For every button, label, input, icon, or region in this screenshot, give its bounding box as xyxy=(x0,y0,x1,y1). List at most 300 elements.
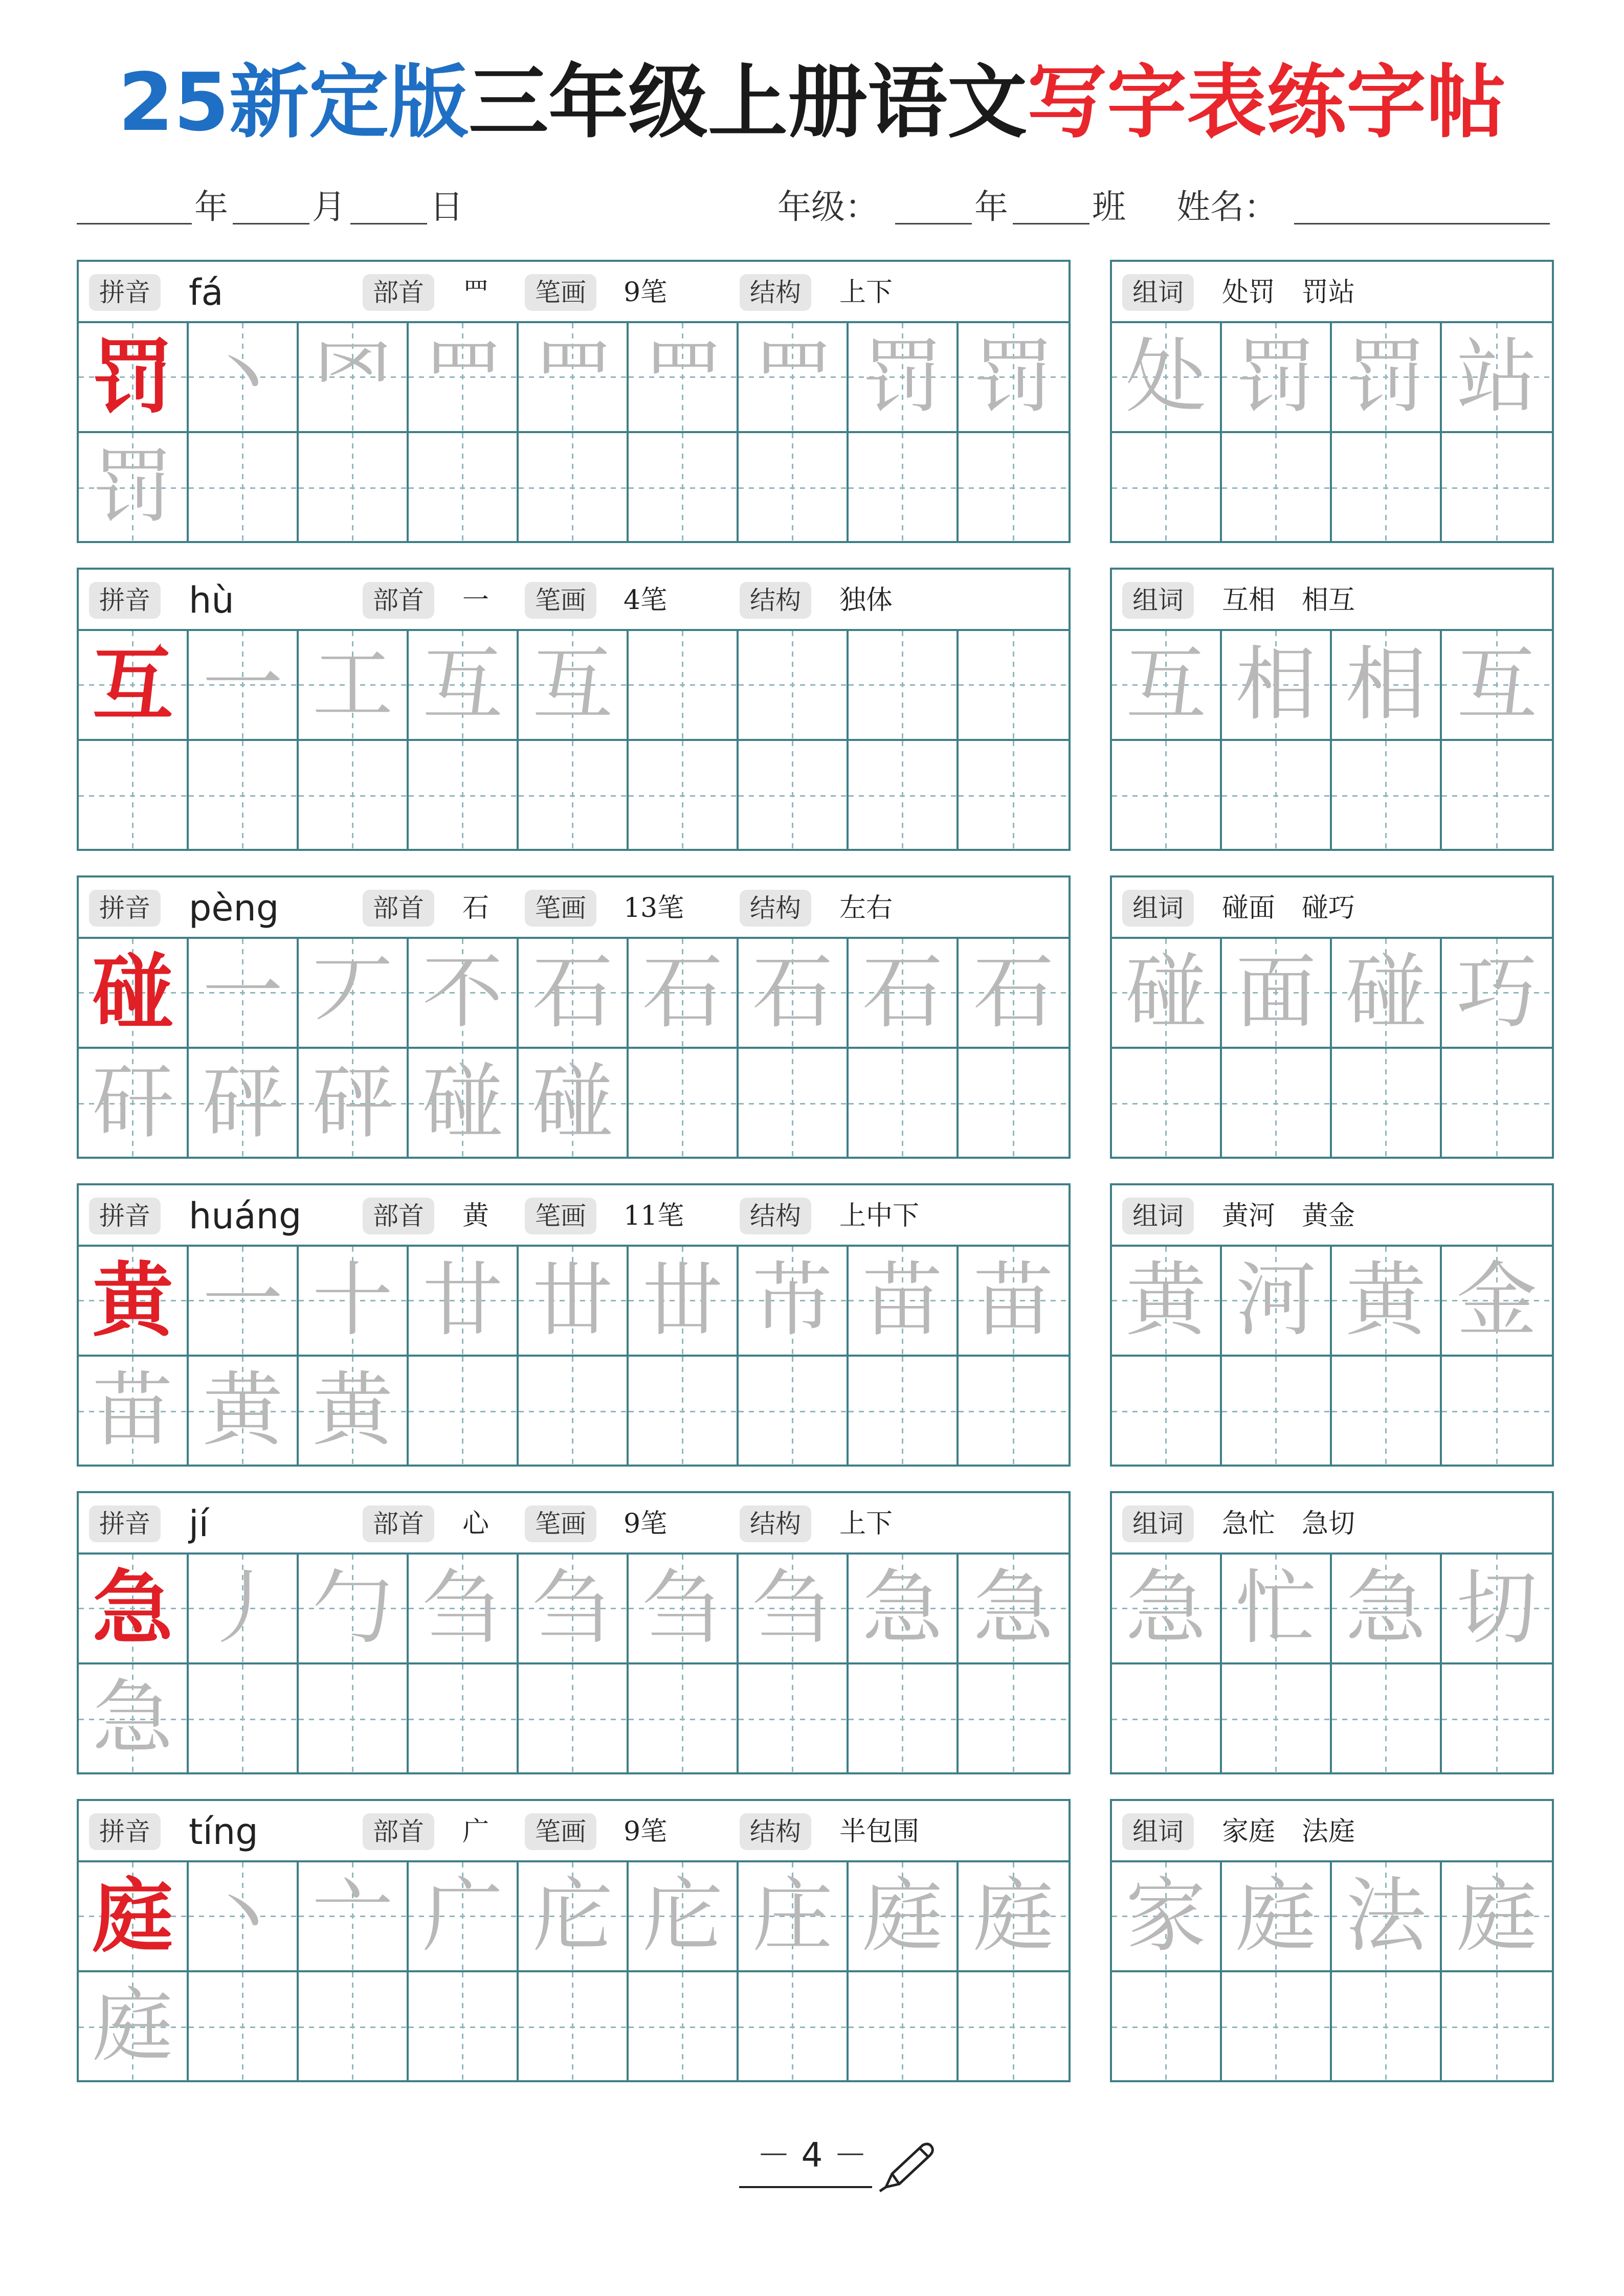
stroke-step: 刍 xyxy=(532,1561,613,1655)
grid-cell[interactable] xyxy=(849,939,959,1049)
grid-cell[interactable] xyxy=(629,1862,739,1972)
trace-character: 矸 xyxy=(92,1055,173,1150)
grid-cell[interactable] xyxy=(519,433,629,543)
grid-cell[interactable] xyxy=(299,939,409,1049)
stroke-step: 苗 xyxy=(973,1253,1054,1347)
pinyin-value: huáng xyxy=(189,1195,302,1237)
char-practice-card xyxy=(77,568,1071,851)
stroke-step: 急 xyxy=(973,1561,1054,1655)
stroke-step: 一 xyxy=(202,946,283,1040)
grid-cell[interactable] xyxy=(629,1247,739,1357)
pinyin-tag: 拼音 xyxy=(89,890,161,927)
grid-cell[interactable] xyxy=(959,1357,1069,1467)
grid-cell[interactable] xyxy=(959,939,1069,1049)
strokes-tag: 笔画 xyxy=(525,1505,596,1542)
grid-cell[interactable] xyxy=(849,741,959,851)
word-trace-character: 忙 xyxy=(1235,1561,1317,1655)
trace-character xyxy=(959,1972,1069,2082)
card-header xyxy=(79,570,1069,631)
grid-cell[interactable] xyxy=(409,433,519,543)
month-blank[interactable] xyxy=(233,223,309,224)
grid-cell[interactable] xyxy=(299,1664,409,1774)
grid-cell[interactable] xyxy=(739,1555,849,1664)
words-tag: 组词 xyxy=(1122,1198,1194,1234)
grid-cell[interactable] xyxy=(629,1972,739,2082)
grid-cell[interactable] xyxy=(849,433,959,543)
grid-cell[interactable] xyxy=(1442,1862,1552,1972)
grid-cell[interactable] xyxy=(629,631,739,741)
grid-cell[interactable] xyxy=(1112,323,1222,433)
strokes-tag: 笔画 xyxy=(525,582,596,619)
word-trace-character: 罚 xyxy=(1345,330,1427,424)
main-character: 罚 xyxy=(92,330,173,424)
name-blank[interactable] xyxy=(1294,223,1550,224)
title-part3: 写字表练字帖 xyxy=(1027,56,1506,149)
grid-cell[interactable] xyxy=(739,741,849,851)
trace-character xyxy=(849,1664,956,1774)
structure-tag: 结构 xyxy=(740,890,811,927)
grid-cell[interactable] xyxy=(79,1049,189,1159)
word-trace-character: 面 xyxy=(1235,946,1317,1040)
words-value: 互相 相互 xyxy=(1222,585,1355,616)
grid-cell[interactable] xyxy=(519,1972,629,2082)
radical-value: 广 xyxy=(462,1816,490,1847)
grid-cell[interactable] xyxy=(849,1049,959,1159)
stroke-step: 石 xyxy=(862,946,943,1040)
grid-cell[interactable] xyxy=(409,939,519,1049)
trace-character xyxy=(299,1664,407,1774)
word-trace-character: 庭 xyxy=(1235,1869,1317,1963)
grid-cell[interactable] xyxy=(1112,1357,1222,1467)
grid-cell[interactable] xyxy=(739,1972,849,2082)
grid-cell[interactable] xyxy=(1112,939,1222,1049)
grid-cell[interactable] xyxy=(299,1555,409,1664)
grid-cell[interactable] xyxy=(629,939,739,1049)
radical-value: 罒 xyxy=(462,277,490,308)
trace-character: 碰 xyxy=(422,1055,503,1150)
structure-tag: 结构 xyxy=(740,1813,811,1850)
grid-cell[interactable] xyxy=(1222,433,1332,543)
grid-cell[interactable] xyxy=(1112,1862,1222,1972)
grid-cell[interactable] xyxy=(79,1247,189,1357)
grid-cell[interactable] xyxy=(739,1049,849,1159)
grid-cell[interactable] xyxy=(1332,323,1442,433)
card-header xyxy=(79,1185,1069,1247)
trace-character xyxy=(739,1664,847,1774)
grid-cell[interactable] xyxy=(409,323,519,433)
stroke-step: 亠 xyxy=(312,1869,393,1963)
trace-character xyxy=(519,1972,627,2082)
trace-character: 黄 xyxy=(202,1363,283,1457)
stroke-step: 庀 xyxy=(642,1869,723,1963)
grid-cell[interactable] xyxy=(1332,939,1442,1049)
grid-cell[interactable] xyxy=(1222,939,1332,1049)
grid-cell[interactable] xyxy=(79,631,189,741)
day-label: 日 xyxy=(430,187,463,227)
trace-character xyxy=(959,1664,1069,1774)
trace-character: 苗 xyxy=(92,1363,173,1457)
grid-cell[interactable] xyxy=(739,323,849,433)
grid-cell[interactable] xyxy=(1442,1664,1552,1774)
stroke-step: 丗 xyxy=(642,1253,723,1347)
radical-tag: 部首 xyxy=(363,890,434,927)
stroke-step: 一 xyxy=(202,638,283,732)
grid-cell[interactable] xyxy=(849,1862,959,1972)
grid-cell[interactable] xyxy=(189,1049,299,1159)
grid-cell[interactable] xyxy=(1222,1357,1332,1467)
trace-character xyxy=(629,1972,737,2082)
stroke-step: 石 xyxy=(973,946,1054,1040)
grid-cell[interactable] xyxy=(1332,1862,1442,1972)
grid-cell[interactable] xyxy=(519,939,629,1049)
stroke-step: 石 xyxy=(642,946,723,1040)
words-tag: 组词 xyxy=(1122,274,1194,311)
main-character: 碰 xyxy=(92,946,173,1040)
grid-cell[interactable] xyxy=(1332,1049,1442,1159)
stroke-step: 互 xyxy=(422,638,503,732)
trace-character: 急 xyxy=(92,1671,173,1765)
grid-cell[interactable] xyxy=(1222,741,1332,851)
word-trace-character: 处 xyxy=(1125,330,1207,424)
card-header xyxy=(79,877,1069,939)
grid-cell[interactable] xyxy=(1112,1247,1222,1357)
grid-cell[interactable] xyxy=(959,433,1069,543)
trace-character xyxy=(189,1972,297,2082)
class-blank[interactable] xyxy=(1013,223,1089,224)
grid-cell[interactable] xyxy=(1222,631,1332,741)
words-value: 处罚 罚站 xyxy=(1222,277,1355,308)
year-blank[interactable] xyxy=(77,223,192,224)
grid-cell[interactable] xyxy=(849,1357,959,1467)
stroke-step: 庀 xyxy=(532,1869,613,1963)
grid-cell[interactable] xyxy=(959,323,1069,433)
radical-value: 石 xyxy=(462,893,490,924)
grid-cell[interactable] xyxy=(409,1555,519,1664)
grid-cell[interactable] xyxy=(519,1247,629,1357)
grid-cell[interactable] xyxy=(519,1862,629,1972)
grid-cell[interactable] xyxy=(409,741,519,851)
grid-cell[interactable] xyxy=(1332,631,1442,741)
grid-cell[interactable] xyxy=(79,1357,189,1467)
card-header xyxy=(79,1493,1069,1555)
words-tag: 组词 xyxy=(1122,1505,1194,1542)
strokes-value: 9笔 xyxy=(624,1816,668,1847)
grid-cell[interactable] xyxy=(1222,1972,1332,2082)
trace-character xyxy=(629,1049,737,1159)
grid-cell[interactable] xyxy=(849,1247,959,1357)
grid-cell[interactable] xyxy=(629,1357,739,1467)
grid-cell[interactable] xyxy=(519,1664,629,1774)
word-trace-character: 黄 xyxy=(1345,1253,1427,1347)
grid-cell[interactable] xyxy=(1112,631,1222,741)
grid-cell[interactable] xyxy=(79,1664,189,1774)
grid-cell[interactable] xyxy=(739,1357,849,1467)
grid-cell[interactable] xyxy=(1222,1049,1332,1159)
trace-character xyxy=(519,433,627,543)
grade-year-label: 年 xyxy=(974,187,1008,227)
word-trace-character: 急 xyxy=(1345,1561,1427,1655)
word-trace-character: 相 xyxy=(1235,638,1317,732)
word-trace-character: 法 xyxy=(1345,1869,1427,1963)
grade-label: 年级： xyxy=(777,187,879,227)
trace-character xyxy=(79,741,187,851)
pinyin-value: jí xyxy=(189,1503,209,1545)
word-practice-card xyxy=(1110,568,1554,851)
grid-cell[interactable] xyxy=(1112,741,1222,851)
grid-cell[interactable] xyxy=(189,1972,299,2082)
main-character: 黄 xyxy=(92,1253,173,1348)
grid-cell[interactable] xyxy=(79,1862,189,1972)
stroke-step: 苗 xyxy=(862,1253,943,1347)
grid-cell[interactable] xyxy=(409,1357,519,1467)
pen-icon xyxy=(876,2140,937,2196)
trace-character xyxy=(519,1357,627,1467)
grid-cell[interactable] xyxy=(519,1049,629,1159)
grid-cell[interactable] xyxy=(629,1555,739,1664)
grid-cell[interactable] xyxy=(79,1972,189,2082)
grid-cell[interactable] xyxy=(1442,939,1552,1049)
grid-cell[interactable] xyxy=(739,631,849,741)
grid-cell[interactable] xyxy=(959,1049,1069,1159)
stroke-step: 十 xyxy=(312,1253,393,1347)
grid-cell[interactable] xyxy=(849,323,959,433)
grid-cell[interactable] xyxy=(629,741,739,851)
grid-cell[interactable] xyxy=(1222,1247,1332,1357)
grid-cell[interactable] xyxy=(79,939,189,1049)
grid-cell[interactable] xyxy=(959,1555,1069,1664)
grid-cell[interactable] xyxy=(959,1247,1069,1357)
trace-character xyxy=(409,1972,517,2082)
pinyin-tag: 拼音 xyxy=(89,1813,161,1850)
grid-cell[interactable] xyxy=(1442,631,1552,741)
grid-cell[interactable] xyxy=(189,323,299,433)
structure-value: 半包围 xyxy=(839,1816,920,1847)
grid-cell[interactable] xyxy=(1442,1555,1552,1664)
word-practice-card xyxy=(1110,260,1554,543)
card-header xyxy=(1112,1801,1552,1862)
grid-cell[interactable] xyxy=(189,1357,299,1467)
info-line xyxy=(77,184,1550,230)
trace-character xyxy=(739,1972,847,2082)
card-header xyxy=(79,1801,1069,1862)
day-blank[interactable] xyxy=(350,223,427,224)
grid-cell[interactable] xyxy=(959,1862,1069,1972)
pinyin-tag: 拼音 xyxy=(89,274,161,311)
grid-cell[interactable] xyxy=(849,1972,959,2082)
words-value: 碰面 碰巧 xyxy=(1222,893,1355,924)
grid-cell[interactable] xyxy=(409,1664,519,1774)
grid-cell[interactable] xyxy=(1112,433,1222,543)
grid-cell[interactable] xyxy=(1112,1664,1222,1774)
stroke-step: 刍 xyxy=(642,1561,723,1655)
trace-character xyxy=(629,433,737,543)
grid-cell[interactable] xyxy=(1442,1357,1552,1467)
grade-blank[interactable] xyxy=(895,223,972,224)
grid-cell[interactable] xyxy=(519,1555,629,1664)
trace-character xyxy=(959,741,1069,851)
grid-cell[interactable] xyxy=(849,1555,959,1664)
stroke-step: 勹 xyxy=(312,1561,393,1655)
grid-cell[interactable] xyxy=(79,741,189,851)
grid-cell[interactable] xyxy=(629,1664,739,1774)
radical-tag: 部首 xyxy=(363,1505,434,1542)
trace-character xyxy=(959,1049,1069,1159)
word-trace-character: 切 xyxy=(1456,1561,1538,1655)
grid-cell[interactable] xyxy=(1332,741,1442,851)
grid-cell[interactable] xyxy=(739,939,849,1049)
month-label: 月 xyxy=(312,187,346,227)
grid-cell[interactable] xyxy=(189,1247,299,1357)
grid-cell[interactable] xyxy=(79,323,189,433)
grid-cell[interactable] xyxy=(409,1247,519,1357)
trace-character xyxy=(629,1664,737,1774)
word-trace-character: 互 xyxy=(1125,638,1207,732)
trace-character xyxy=(849,1357,956,1467)
structure-tag: 结构 xyxy=(740,274,811,311)
word-practice-card xyxy=(1110,1183,1554,1467)
grid-cell[interactable] xyxy=(1222,323,1332,433)
grid-cell[interactable] xyxy=(299,433,409,543)
grid-cell[interactable] xyxy=(1332,1664,1442,1774)
grid-cell[interactable] xyxy=(79,1555,189,1664)
stroke-step: 罓 xyxy=(312,330,393,424)
grid-cell[interactable] xyxy=(1222,1664,1332,1774)
grid-cell[interactable] xyxy=(1442,1247,1552,1357)
trace-character xyxy=(519,741,627,851)
grid-cell[interactable] xyxy=(1112,1972,1222,2082)
char-practice-card xyxy=(77,1799,1071,2082)
trace-character xyxy=(409,1664,517,1774)
radical-value: 心 xyxy=(462,1509,490,1539)
grid-cell[interactable] xyxy=(1112,1555,1222,1664)
grid-cell[interactable] xyxy=(1442,433,1552,543)
grid-cell[interactable] xyxy=(189,433,299,543)
grid-cell[interactable] xyxy=(299,1357,409,1467)
structure-value: 上中下 xyxy=(839,1201,920,1231)
grid-cell[interactable] xyxy=(79,433,189,543)
grid-cell[interactable] xyxy=(409,1972,519,2082)
grid-cell[interactable] xyxy=(409,631,519,741)
grid-cell[interactable] xyxy=(299,323,409,433)
strokes-value: 11笔 xyxy=(624,1201,684,1231)
grid-cell[interactable] xyxy=(739,1247,849,1357)
structure-value: 左右 xyxy=(839,893,893,924)
grid-cell[interactable] xyxy=(519,323,629,433)
strokes-value: 4笔 xyxy=(624,585,668,616)
grid-cell[interactable] xyxy=(959,1972,1069,2082)
grid-cell[interactable] xyxy=(1222,1862,1332,1972)
grid-cell[interactable] xyxy=(409,1862,519,1972)
grid-cell[interactable] xyxy=(629,433,739,543)
trace-character: 砰 xyxy=(202,1055,283,1150)
grid-cell[interactable] xyxy=(1332,1972,1442,2082)
grid-cell[interactable] xyxy=(409,1049,519,1159)
stroke-step: 庭 xyxy=(973,1869,1054,1963)
grid-cell[interactable] xyxy=(189,741,299,851)
words-tag: 组词 xyxy=(1122,1813,1194,1850)
pinyin-value: tíng xyxy=(189,1811,258,1853)
grid-cell[interactable] xyxy=(849,1664,959,1774)
word-trace-character: 相 xyxy=(1345,638,1427,732)
grid-cell[interactable] xyxy=(1112,1049,1222,1159)
card-header xyxy=(1112,570,1552,631)
trace-character xyxy=(189,741,297,851)
grid-cell[interactable] xyxy=(629,1049,739,1159)
title-part1: 25新定版 xyxy=(118,56,469,149)
radical-tag: 部首 xyxy=(363,1813,434,1850)
pinyin-value: pèng xyxy=(189,887,279,929)
word-trace-character: 黄 xyxy=(1125,1253,1207,1347)
trace-character: 庭 xyxy=(92,1979,173,2073)
grid-cell[interactable] xyxy=(959,631,1069,741)
trace-character xyxy=(629,741,737,851)
word-practice-card xyxy=(1110,1799,1554,2082)
grid-cell[interactable] xyxy=(299,631,409,741)
grid-cell[interactable] xyxy=(189,939,299,1049)
grid-cell[interactable] xyxy=(959,741,1069,851)
grid-cell[interactable] xyxy=(519,1357,629,1467)
grid-cell[interactable] xyxy=(1332,1357,1442,1467)
grid-cell[interactable] xyxy=(189,1664,299,1774)
grid-cell[interactable] xyxy=(189,631,299,741)
radical-tag: 部首 xyxy=(363,582,434,619)
grid-cell[interactable] xyxy=(1222,1555,1332,1664)
trace-character xyxy=(519,1664,627,1774)
stroke-step: 刍 xyxy=(422,1561,503,1655)
grid-cell[interactable] xyxy=(519,741,629,851)
stroke-step: 罒 xyxy=(752,330,833,424)
grid-cell[interactable] xyxy=(299,1247,409,1357)
grid-cell[interactable] xyxy=(1442,741,1552,851)
word-trace-character: 碰 xyxy=(1125,946,1207,1040)
grid-cell[interactable] xyxy=(1332,433,1442,543)
grid-cell[interactable] xyxy=(739,1862,849,1972)
grid-cell[interactable] xyxy=(299,741,409,851)
grid-cell[interactable] xyxy=(959,1664,1069,1774)
grid-cell[interactable] xyxy=(189,1555,299,1664)
stroke-step: 罚 xyxy=(862,330,943,424)
grid-cell[interactable] xyxy=(299,1049,409,1159)
grid-cell[interactable] xyxy=(1332,1555,1442,1664)
grid-cell[interactable] xyxy=(739,433,849,543)
grid-cell[interactable] xyxy=(519,631,629,741)
class-label: 班 xyxy=(1092,187,1126,227)
trace-character: 砰 xyxy=(312,1055,393,1150)
trace-character xyxy=(299,741,407,851)
stroke-step: 丿 xyxy=(202,1561,283,1655)
word-trace-character: 互 xyxy=(1456,638,1538,732)
name-label: 姓名： xyxy=(1176,187,1278,227)
grid-cell[interactable] xyxy=(849,631,959,741)
grid-cell[interactable] xyxy=(739,1664,849,1774)
title-part2: 三年级上册语文 xyxy=(469,56,1028,149)
trace-character: 罚 xyxy=(92,440,173,534)
grid-cell[interactable] xyxy=(299,1862,409,1972)
word-trace-character: 罚 xyxy=(1235,330,1317,424)
grid-cell[interactable] xyxy=(1332,1247,1442,1357)
words-tag: 组词 xyxy=(1122,582,1194,619)
word-practice-card xyxy=(1110,875,1554,1159)
grid-cell[interactable] xyxy=(1442,1049,1552,1159)
word-trace-character: 金 xyxy=(1456,1253,1538,1347)
trace-character xyxy=(739,433,847,543)
grid-cell[interactable] xyxy=(1442,323,1552,433)
pinyin-value: fá xyxy=(189,272,224,313)
grid-cell[interactable] xyxy=(629,323,739,433)
grid-cell[interactable] xyxy=(189,1862,299,1972)
grid-cell[interactable] xyxy=(1442,1972,1552,2082)
grid-cell[interactable] xyxy=(299,1972,409,2082)
